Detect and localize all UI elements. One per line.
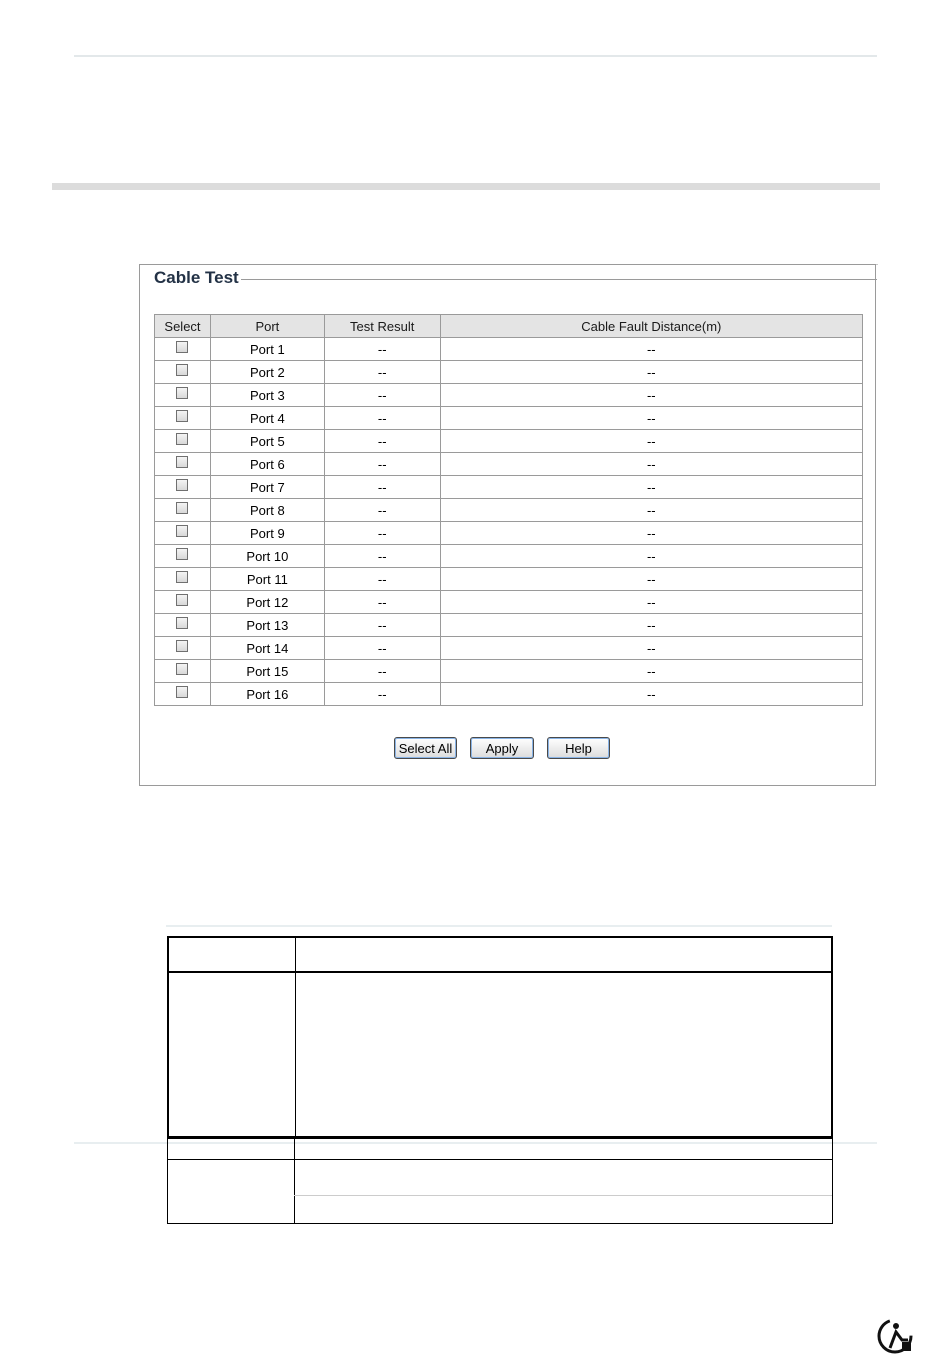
table-row <box>155 384 863 407</box>
description-column-divider-2 <box>294 1139 295 1223</box>
fault-distance-cell: -- <box>440 453 862 476</box>
description-row-rule-2 <box>294 1195 832 1196</box>
description-row-rule-1 <box>168 1159 832 1160</box>
table-row <box>155 614 863 637</box>
table-row <box>155 476 863 499</box>
test-result-cell: -- <box>324 430 440 453</box>
port-cell: Port 11 <box>210 568 324 591</box>
fault-distance-cell: -- <box>440 637 862 660</box>
test-result-cell: -- <box>324 614 440 637</box>
port-cell: Port 12 <box>210 591 324 614</box>
port-checkbox[interactable] <box>176 364 188 376</box>
table-row <box>155 637 863 660</box>
test-result-cell: -- <box>324 522 440 545</box>
port-cell: Port 6 <box>210 453 324 476</box>
test-result-cell: -- <box>324 338 440 361</box>
test-result-cell: -- <box>324 637 440 660</box>
test-result-cell: -- <box>324 407 440 430</box>
port-checkbox[interactable] <box>176 663 188 675</box>
port-checkbox[interactable] <box>176 433 188 445</box>
table-row <box>155 568 863 591</box>
description-table-continued <box>167 1138 833 1224</box>
table-row <box>155 499 863 522</box>
fault-distance-cell: -- <box>440 660 862 683</box>
apply-button[interactable]: Apply <box>470 737 534 759</box>
port-checkbox[interactable] <box>176 571 188 583</box>
table-row <box>155 453 863 476</box>
col-header-port: Port <box>210 315 324 338</box>
port-cell: Port 15 <box>210 660 324 683</box>
port-checkbox[interactable] <box>176 502 188 514</box>
select-cell <box>155 384 211 407</box>
port-cell: Port 14 <box>210 637 324 660</box>
select-cell <box>155 614 211 637</box>
select-cell <box>155 499 211 522</box>
table-row <box>155 545 863 568</box>
fault-distance-cell: -- <box>440 683 862 706</box>
select-cell <box>155 361 211 384</box>
select-cell <box>155 568 211 591</box>
select-cell <box>155 637 211 660</box>
table-row <box>155 683 863 706</box>
select-cell <box>155 338 211 361</box>
port-cell: Port 13 <box>210 614 324 637</box>
select-cell <box>155 453 211 476</box>
recycle-person-icon <box>876 1316 918 1356</box>
col-header-test-result: Test Result <box>324 315 440 338</box>
port-cell: Port 5 <box>210 430 324 453</box>
port-checkbox[interactable] <box>176 525 188 537</box>
select-cell <box>155 407 211 430</box>
port-checkbox[interactable] <box>176 341 188 353</box>
description-column-divider <box>295 938 296 1136</box>
fault-distance-cell: -- <box>440 384 862 407</box>
port-cell: Port 1 <box>210 338 324 361</box>
port-cell: Port 8 <box>210 499 324 522</box>
select-cell <box>155 591 211 614</box>
fault-distance-cell: -- <box>440 568 862 591</box>
fault-distance-cell: -- <box>440 522 862 545</box>
fault-distance-cell: -- <box>440 361 862 384</box>
table-row <box>155 361 863 384</box>
fault-distance-cell: -- <box>440 499 862 522</box>
select-cell <box>155 522 211 545</box>
port-cell: Port 7 <box>210 476 324 499</box>
section-divider <box>52 183 880 190</box>
port-checkbox[interactable] <box>176 594 188 606</box>
select-all-button[interactable]: Select All <box>394 737 457 759</box>
fault-distance-cell: -- <box>440 545 862 568</box>
table-row <box>155 591 863 614</box>
col-header-select: Select <box>155 315 211 338</box>
select-cell <box>155 430 211 453</box>
cable-test-table <box>154 314 863 706</box>
port-checkbox[interactable] <box>176 456 188 468</box>
top-rule <box>74 55 877 57</box>
description-table <box>167 936 833 1138</box>
port-checkbox[interactable] <box>176 686 188 698</box>
test-result-cell: -- <box>324 568 440 591</box>
port-checkbox[interactable] <box>176 548 188 560</box>
port-cell: Port 10 <box>210 545 324 568</box>
table-row <box>155 660 863 683</box>
select-cell <box>155 660 211 683</box>
test-result-cell: -- <box>324 545 440 568</box>
test-result-cell: -- <box>324 660 440 683</box>
test-result-cell: -- <box>324 683 440 706</box>
port-checkbox[interactable] <box>176 640 188 652</box>
test-result-cell: -- <box>324 384 440 407</box>
table-row <box>155 338 863 361</box>
test-result-cell: -- <box>324 453 440 476</box>
port-checkbox[interactable] <box>176 479 188 491</box>
test-result-cell: -- <box>324 476 440 499</box>
port-checkbox[interactable] <box>176 617 188 629</box>
port-checkbox[interactable] <box>176 387 188 399</box>
fault-distance-cell: -- <box>440 338 862 361</box>
port-checkbox[interactable] <box>176 410 188 422</box>
table-header-row <box>155 315 863 338</box>
help-button[interactable]: Help <box>547 737 610 759</box>
port-cell: Port 2 <box>210 361 324 384</box>
fault-distance-cell: -- <box>440 591 862 614</box>
port-cell: Port 3 <box>210 384 324 407</box>
test-result-cell: -- <box>324 361 440 384</box>
col-header-fault-distance: Cable Fault Distance(m) <box>440 315 862 338</box>
fault-distance-cell: -- <box>440 430 862 453</box>
table-top-rule <box>166 925 832 927</box>
table-row <box>155 407 863 430</box>
select-cell <box>155 476 211 499</box>
description-header-rule <box>169 971 831 973</box>
port-cell: Port 4 <box>210 407 324 430</box>
select-cell <box>155 683 211 706</box>
fault-distance-cell: -- <box>440 614 862 637</box>
table-row <box>155 430 863 453</box>
port-cell: Port 16 <box>210 683 324 706</box>
test-result-cell: -- <box>324 499 440 522</box>
table-row <box>155 522 863 545</box>
panel-inner-rule <box>241 279 877 280</box>
port-cell: Port 9 <box>210 522 324 545</box>
fault-distance-cell: -- <box>440 407 862 430</box>
test-result-cell: -- <box>324 591 440 614</box>
fault-distance-cell: -- <box>440 476 862 499</box>
panel-title: Cable Test <box>154 268 239 287</box>
select-cell <box>155 545 211 568</box>
